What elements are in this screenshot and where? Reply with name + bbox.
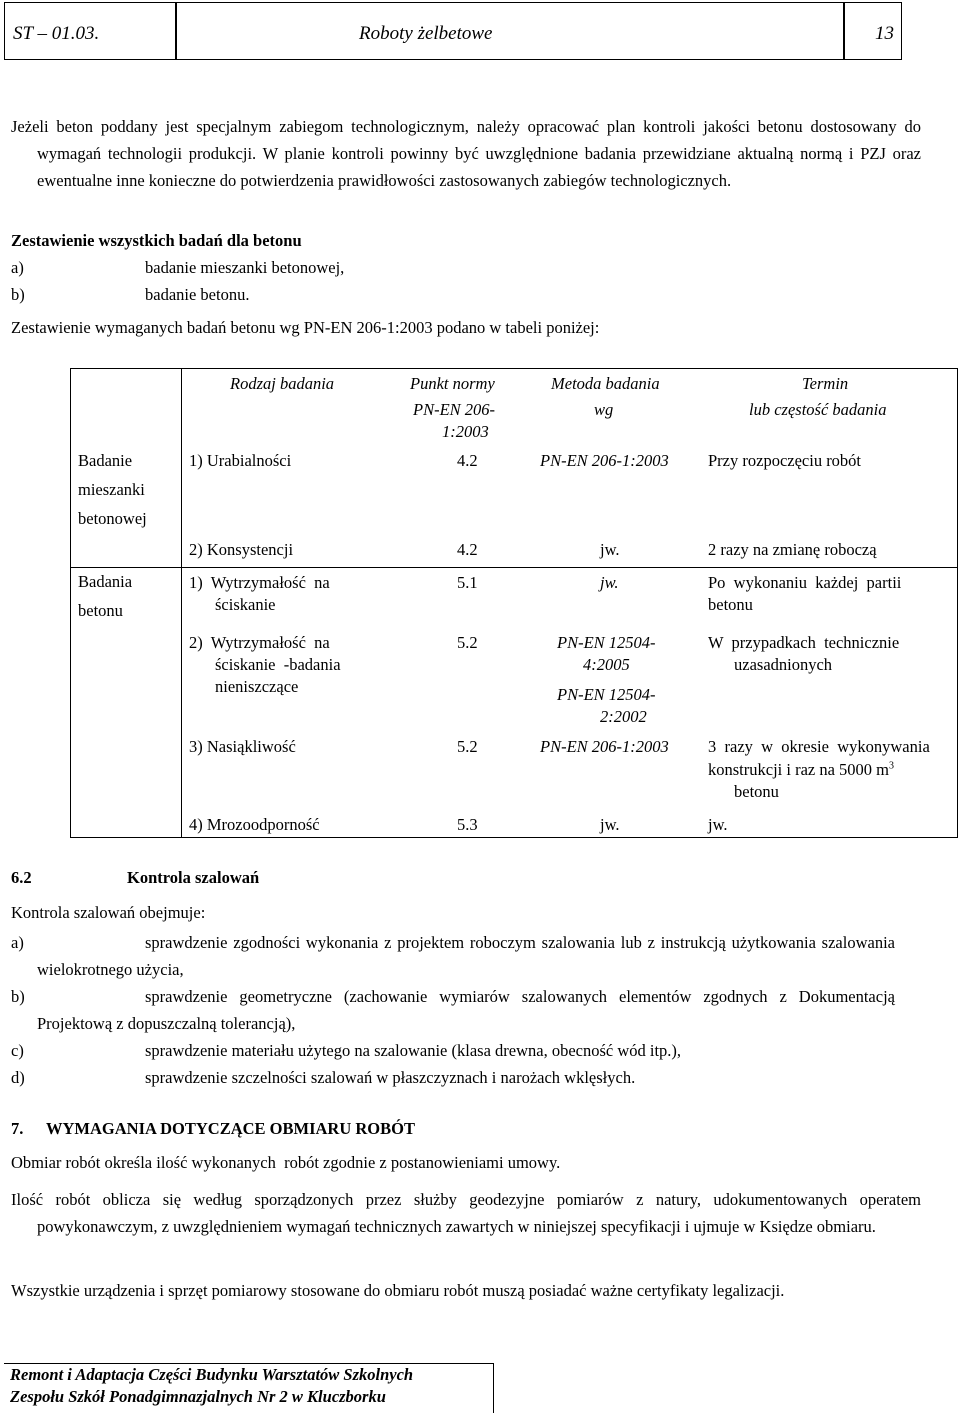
- group-label: mieszanki: [78, 480, 145, 499]
- list-item: sprawdzenie materiału użytego na szalowanie (klasa drewna, obecność wód itp.),: [145, 1041, 682, 1060]
- paragraph: Obmiar robót określa ilość wykonanych robót zgodnie z postanowieniami umowy.: [11, 1153, 561, 1172]
- table-cell: 4:2005: [583, 655, 630, 674]
- table-cell: Przy rozpoczęciu robót: [708, 451, 862, 470]
- table-cell: 4) Mrozoodporność: [189, 815, 320, 834]
- group-label: Badania: [78, 572, 133, 591]
- table-cell: 5.1: [457, 573, 478, 592]
- list-marker: a): [11, 258, 24, 277]
- col-header-punkt: Punkt normy: [410, 374, 495, 393]
- footer-line: Remont i Adaptacja Części Budynku Warsztatów Szkolnych: [10, 1365, 414, 1384]
- table-cell: uzasadnionych: [734, 655, 833, 674]
- spec-code: ST – 01.03.: [13, 23, 100, 44]
- table-cell: 4.2: [457, 540, 478, 559]
- table-cell: 3) Nasiąkliwość: [189, 737, 296, 756]
- footer-line: Zespołu Szkół Ponadgimnazjalnych Nr 2 w Kluczborku: [10, 1387, 386, 1406]
- list-item: badanie betonu.: [145, 285, 250, 304]
- col-header-metoda: Metoda badania: [551, 374, 660, 393]
- group-label: betonu: [78, 601, 123, 620]
- list-marker: b): [11, 987, 25, 1006]
- table-cell: 5.2: [457, 737, 478, 756]
- paragraph: Wszystkie urządzenia i sprzęt pomiarowy stosowane do obmiaru robót muszą posiadać ważne certyfikaty legalizacji.: [11, 1281, 785, 1300]
- list-marker: d): [11, 1068, 25, 1087]
- table-cell: 4.2: [457, 451, 478, 470]
- group-label: betonowej: [78, 509, 147, 528]
- list-item: sprawdzenie szczelności szalowań w płaszczyznach i narożach wklęsłych.: [145, 1068, 636, 1087]
- table-cell: 1) Urabialności: [189, 451, 292, 470]
- table-cell: PN-EN 12504-: [557, 633, 656, 652]
- table-cell: 2) Konsystencji: [189, 540, 294, 559]
- table-cell: ściskanie -badania: [215, 655, 341, 674]
- list-item: badanie mieszanki betonowej,: [145, 258, 345, 277]
- table-divider: [181, 368, 182, 838]
- list-marker: c): [11, 1041, 24, 1060]
- section-title: WYMAGANIA DOTYCZĄCE OBMIARU ROBÓT: [46, 1119, 415, 1138]
- col-header-punkt: 1:2003: [442, 422, 489, 441]
- list-marker: a): [11, 933, 24, 952]
- table-cell: W przypadkach technicznie: [708, 633, 900, 652]
- col-header-rodzaj: Rodzaj badania: [230, 374, 335, 393]
- list-item: sprawdzenie zgodności wykonania z projektem roboczym szalowania lub z instrukcją użytkowania szalowania wielokrotnego użycia,: [37, 933, 895, 979]
- table-cell: PN-EN 206-1:2003: [540, 737, 669, 756]
- table-intro: Zestawienie wymaganych badań betonu wg PN-EN 206-1:2003 podano w tabeli poniżej:: [11, 318, 600, 337]
- table-cell: betonu: [708, 595, 753, 614]
- table-cell: jw.: [708, 815, 728, 834]
- table-cell: betonu: [734, 782, 779, 801]
- table-cell: 3 razy w okresie wykonywania: [708, 737, 930, 756]
- header-divider: [843, 3, 845, 59]
- intro-paragraph: Jeżeli beton poddany jest specjalnym zabiegom technologicznym, należy opracować plan kontroli jakości betonu dostosowany do wymagań technologii produkcji. W planie kontroli powinny być uwzględnione badania przewidziane aktualną normą i PZJ oraz ewentualne inne konieczne do potwierdzenia prawidłowości zastosowanych zabiegów technologicznych.: [11, 117, 921, 190]
- col-header-punkt: PN-EN 206-: [413, 400, 496, 419]
- table-cell: 2:2002: [600, 707, 647, 726]
- page-footer: [4, 1363, 494, 1413]
- table-cell: jw.: [600, 573, 619, 592]
- table-cell: jw.: [600, 540, 620, 559]
- list-marker: b): [11, 285, 25, 304]
- table-cell: PN-EN 206-1:2003: [540, 451, 669, 470]
- table-cell: nieniszczące: [215, 677, 299, 696]
- table-cell: jw.: [600, 815, 620, 834]
- col-header-termin: Termin: [802, 374, 849, 393]
- page-header: [4, 2, 902, 60]
- section-title: Kontrola szalowań: [127, 868, 260, 887]
- table-cell: 5.2: [457, 633, 478, 652]
- table-cell: 5.3: [457, 815, 478, 834]
- table-cell: 2) Wytrzymałość na: [189, 633, 330, 652]
- section-lead: Kontrola szalowań obejmuje:: [11, 903, 206, 922]
- table-divider: [70, 567, 958, 568]
- col-header-termin: lub częstość badania: [749, 400, 887, 419]
- table-cell: PN-EN 12504-: [557, 685, 656, 704]
- table-cell: 2 razy na zmianę roboczą: [708, 540, 877, 559]
- group-label: Badanie: [78, 451, 133, 470]
- table-cell: 1) Wytrzymałość na: [189, 573, 330, 592]
- list-item: sprawdzenie geometryczne (zachowanie wymiarów szalowanych elementów zgodnych z Dokumentacją Projektową z dopuszczalną tolerancją),: [37, 987, 895, 1033]
- header-divider: [175, 3, 177, 59]
- header-title: Roboty żelbetowe: [359, 23, 493, 44]
- paragraph: Ilość robót oblicza się według sporządzonych przez służby geodezyjne pomiarów z natury, udokumentowanych operatem powykonawczym, z uwzględnieniem wymagań technicznych zawartych w niniejszej specyfikacji i ujmuje w Księdze obmiaru.: [11, 1190, 921, 1236]
- table-cell: Po wykonaniu każdej partii: [708, 573, 902, 592]
- table-cell: ściskanie: [215, 595, 276, 614]
- page-number: 13: [875, 23, 894, 44]
- section-number: 6.2: [11, 868, 32, 887]
- table-cell: konstrukcji i raz na 5000 $m^3$: [708, 760, 895, 779]
- col-header-metoda: wg: [594, 400, 614, 419]
- section-number: 7.: [11, 1119, 24, 1138]
- tests-heading: Zestawienie wszystkich badań dla betonu: [11, 231, 302, 250]
